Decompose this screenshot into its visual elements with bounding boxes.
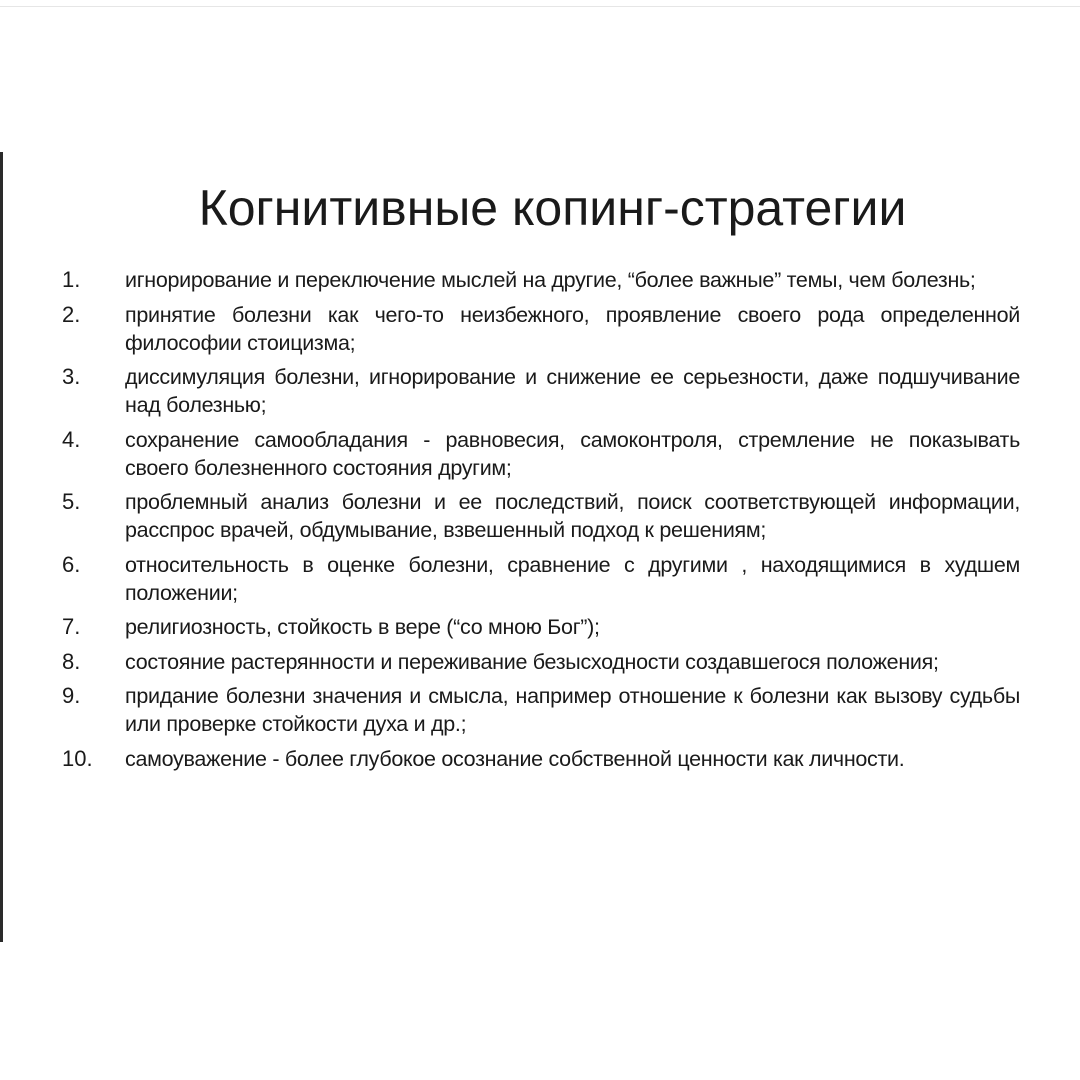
list-item-text: самоуважение - более глубокое осознание собственной ценности как личности. [125, 746, 905, 771]
list-item-number: 5. [62, 489, 81, 514]
list-item-text: сохранение самообладания - равновесия, самоконтроля, стремление не показывать своего болезненного состояния другим; [125, 427, 1020, 480]
coping-strategies-list [62, 266, 1020, 779]
list-item [62, 488, 1020, 544]
list-item-text: придание болезни значения и смысла, например отношение к болезни как вызову судьбы или проверке стойкости духа и др.; [125, 684, 1020, 736]
list-item [62, 426, 1020, 482]
list-item-text: состояние растерянности и переживание безысходности создавшегося положения; [125, 649, 939, 674]
list-item [62, 613, 1020, 641]
list-item-text: принятие болезни как чего-то неизбежного, проявление своего рода определенной философии стоицизма; [125, 302, 1020, 355]
list-item [62, 266, 1020, 294]
list-item [62, 745, 1020, 773]
list-item [62, 363, 1020, 419]
slide-left-edge [0, 152, 3, 942]
list-item [62, 301, 1020, 357]
list-item [62, 648, 1020, 676]
list-item-number: 1. [62, 267, 81, 292]
list-item [62, 551, 1020, 607]
list-item-number: 2. [62, 301, 81, 327]
list-item-number: 7. [62, 614, 81, 639]
list-item-text: относительность в оценке болезни, сравнение с другими , находящимися в худшем положении; [125, 552, 1020, 605]
list-item-number: 8. [62, 648, 81, 674]
list-item-number: 4. [62, 426, 81, 452]
list-item-number: 9. [62, 683, 81, 708]
list-item-text: игнорирование и переключение мыслей на другие, “более важные” темы, чем болезнь; [125, 268, 976, 292]
list-item-text: диссимуляция болезни, игнорирование и снижение ее серьезности, даже подшучивание над болезнью; [125, 365, 1020, 417]
top-divider [0, 6, 1080, 7]
list-item [62, 682, 1020, 738]
list-item-number: 10. [62, 745, 93, 771]
list-item-text: проблемный анализ болезни и ее последствий, поиск соответствующей информации, расспрос врачей, обдумывание, взвешенный подход к решениям; [125, 490, 1020, 542]
list-item-text: религиозность, стойкость в вере (“со мною Бог”); [125, 615, 600, 639]
list-item-number: 3. [62, 364, 81, 389]
list-item-number: 6. [62, 551, 81, 577]
slide-title: Когнитивные копинг-стратегии [198, 180, 907, 236]
